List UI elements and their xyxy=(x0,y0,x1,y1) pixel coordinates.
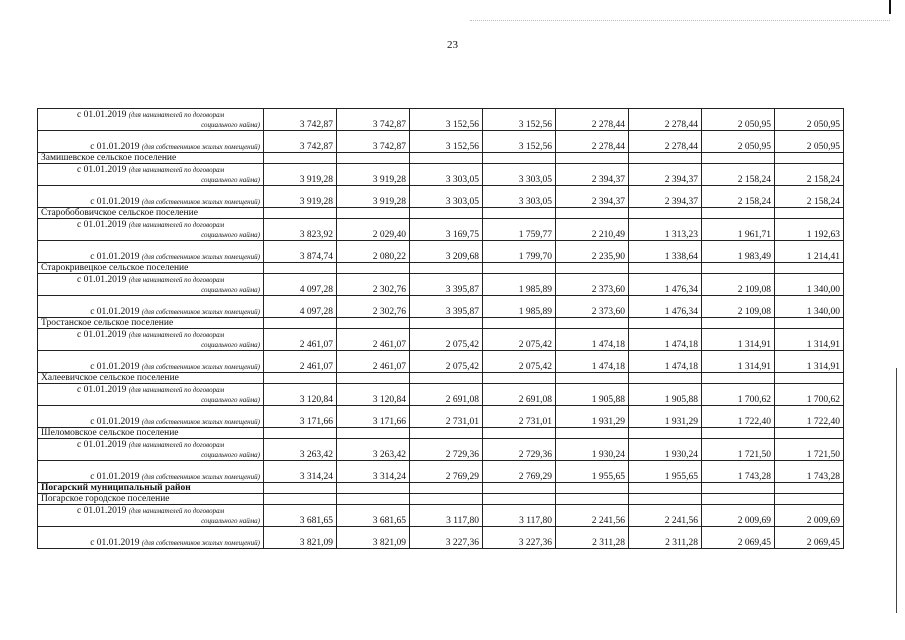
empty-cell xyxy=(337,494,410,505)
value-cell: 2 729,36 xyxy=(410,439,483,461)
empty-cell xyxy=(629,153,702,164)
table-row xyxy=(38,505,844,527)
value-cell: 2 158,24 xyxy=(702,186,775,208)
value-cell: 2 050,95 xyxy=(702,109,775,131)
empty-cell xyxy=(702,263,775,274)
row-label-prefix: с 01.01.2019 xyxy=(77,274,127,285)
empty-cell xyxy=(264,428,337,439)
scan-artifact-dots xyxy=(470,20,890,23)
empty-cell xyxy=(556,373,629,384)
value-cell: 1 214,41 xyxy=(775,241,844,263)
empty-cell xyxy=(629,318,702,329)
value-cell: 1 743,28 xyxy=(775,461,844,483)
settlement-heading: Шеломовское сельское поселение xyxy=(38,428,264,439)
table-row xyxy=(38,406,844,428)
empty-cell xyxy=(483,373,556,384)
value-cell: 2 731,01 xyxy=(483,406,556,428)
value-cell: 2 461,07 xyxy=(264,329,337,351)
value-cell: 2 311,28 xyxy=(629,527,702,549)
settlement-heading: Тростанское сельское поселение xyxy=(38,318,264,329)
empty-cell xyxy=(702,208,775,219)
value-cell: 2 069,45 xyxy=(702,527,775,549)
empty-cell xyxy=(775,153,844,164)
row-label-prefix: с 01.01.2019 xyxy=(90,472,140,482)
empty-cell xyxy=(264,373,337,384)
value-cell: 3 742,87 xyxy=(264,131,337,153)
value-cell: 2 050,95 xyxy=(702,131,775,153)
empty-cell xyxy=(775,373,844,384)
value-cell: 3 303,05 xyxy=(410,164,483,186)
empty-cell xyxy=(264,318,337,329)
empty-cell xyxy=(629,428,702,439)
value-cell: 1 700,62 xyxy=(702,384,775,406)
value-cell: 3 681,65 xyxy=(264,505,337,527)
settlement-heading: Погарское городское поселение xyxy=(38,494,264,505)
value-cell: 2 278,44 xyxy=(629,109,702,131)
empty-cell xyxy=(483,318,556,329)
value-cell: 3 152,56 xyxy=(483,131,556,153)
value-cell: 3 395,87 xyxy=(410,274,483,296)
value-cell: 3 681,65 xyxy=(337,505,410,527)
value-cell: 3 919,28 xyxy=(264,186,337,208)
value-cell: 2 050,95 xyxy=(775,131,844,153)
table-row xyxy=(38,329,844,351)
empty-cell xyxy=(702,318,775,329)
value-cell: 2 109,08 xyxy=(702,274,775,296)
value-cell: 1 314,91 xyxy=(702,329,775,351)
value-cell: 2 729,36 xyxy=(483,439,556,461)
settlement-heading: Старокривецкое сельское поселение xyxy=(38,263,264,274)
table-row xyxy=(38,241,844,263)
value-cell: 4 097,28 xyxy=(264,274,337,296)
empty-cell xyxy=(337,373,410,384)
row-label-tenant xyxy=(38,219,264,241)
row-label-owner xyxy=(38,296,264,318)
empty-cell xyxy=(775,494,844,505)
row-label-prefix: с 01.01.2019 xyxy=(90,307,140,317)
value-cell: 2 373,60 xyxy=(556,296,629,318)
value-cell: 1 799,70 xyxy=(483,241,556,263)
value-cell: 1 905,88 xyxy=(556,384,629,406)
value-cell: 3 303,05 xyxy=(483,164,556,186)
table-row xyxy=(38,439,844,461)
value-cell: 2 278,44 xyxy=(556,109,629,131)
row-label-prefix: с 01.01.2019 xyxy=(90,197,140,207)
value-cell: 2 769,29 xyxy=(410,461,483,483)
row-label-note: (для собственников жилых помещений) xyxy=(141,539,260,547)
value-cell: 2 241,56 xyxy=(629,505,702,527)
row-label-owner xyxy=(38,406,264,428)
value-cell: 2 461,07 xyxy=(264,351,337,373)
value-cell: 3 117,80 xyxy=(410,505,483,527)
table-row xyxy=(38,296,844,318)
value-cell: 3 821,09 xyxy=(337,527,410,549)
row-label-prefix: с 01.01.2019 xyxy=(77,384,127,395)
value-cell: 2 075,42 xyxy=(483,329,556,351)
value-cell: 1 338,64 xyxy=(629,241,702,263)
value-cell: 3 120,84 xyxy=(337,384,410,406)
table-body xyxy=(38,109,844,549)
row-label-note: (для нанимателей по договорам xyxy=(128,165,225,174)
empty-cell xyxy=(410,494,483,505)
value-cell: 3 314,24 xyxy=(264,461,337,483)
value-cell: 1 743,28 xyxy=(702,461,775,483)
page-number: 23 xyxy=(447,39,458,51)
value-cell: 1 474,18 xyxy=(629,351,702,373)
row-label-tenant xyxy=(38,164,264,186)
row-label-owner xyxy=(38,241,264,263)
value-cell: 3 209,68 xyxy=(410,241,483,263)
value-cell: 1 314,91 xyxy=(775,351,844,373)
value-cell: 3 152,56 xyxy=(410,131,483,153)
value-cell: 2 029,40 xyxy=(337,219,410,241)
row-label-note: социального найма) xyxy=(201,340,260,349)
row-label-note: (для собственников жилых помещений) xyxy=(141,253,260,261)
value-cell: 1 721,50 xyxy=(702,439,775,461)
table-row xyxy=(38,527,844,549)
value-cell: 1 985,89 xyxy=(483,296,556,318)
value-cell: 2 769,29 xyxy=(483,461,556,483)
value-cell: 2 050,95 xyxy=(775,109,844,131)
table-row xyxy=(38,263,844,274)
row-label-tenant xyxy=(38,439,264,461)
empty-cell xyxy=(483,494,556,505)
row-label-note: (для нанимателей по договорам xyxy=(128,440,225,449)
row-label-note: социального найма) xyxy=(201,395,260,404)
value-cell: 2 075,42 xyxy=(410,351,483,373)
empty-cell xyxy=(483,263,556,274)
value-cell: 3 821,09 xyxy=(264,527,337,549)
table-row xyxy=(38,384,844,406)
page-edge-mark xyxy=(889,0,891,14)
empty-cell xyxy=(775,263,844,274)
row-label-owner xyxy=(38,351,264,373)
value-cell: 1 476,34 xyxy=(629,274,702,296)
row-label-note: социального найма) xyxy=(201,516,260,525)
value-cell: 2 075,42 xyxy=(410,329,483,351)
table-row xyxy=(38,186,844,208)
row-label-note: социального найма) xyxy=(201,285,260,294)
empty-cell xyxy=(410,318,483,329)
value-cell: 2 158,24 xyxy=(702,164,775,186)
value-cell: 1 474,18 xyxy=(556,329,629,351)
row-label-owner xyxy=(38,527,264,549)
value-cell: 1 983,49 xyxy=(702,241,775,263)
value-cell: 3 263,42 xyxy=(264,439,337,461)
value-cell: 1 930,24 xyxy=(556,439,629,461)
value-cell: 3 919,28 xyxy=(337,186,410,208)
empty-cell xyxy=(556,428,629,439)
row-label-note: социального найма) xyxy=(201,230,260,239)
value-cell: 1 474,18 xyxy=(629,329,702,351)
empty-cell xyxy=(702,494,775,505)
value-cell: 2 691,08 xyxy=(410,384,483,406)
empty-cell xyxy=(775,208,844,219)
value-cell: 2 075,42 xyxy=(483,351,556,373)
value-cell: 1 313,23 xyxy=(629,219,702,241)
value-cell: 3 152,56 xyxy=(410,109,483,131)
table-row xyxy=(38,494,844,505)
page-edge-line xyxy=(896,368,897,613)
empty-cell xyxy=(410,153,483,164)
row-label-note: (для собственников жилых помещений) xyxy=(141,363,260,371)
table-row xyxy=(38,219,844,241)
row-label-tenant xyxy=(38,384,264,406)
value-cell: 3 742,87 xyxy=(337,131,410,153)
value-cell: 3 169,75 xyxy=(410,219,483,241)
value-cell: 3 227,36 xyxy=(410,527,483,549)
district-heading: Погарский муниципальный район xyxy=(38,483,264,494)
value-cell: 2 731,01 xyxy=(410,406,483,428)
row-label-prefix: с 01.01.2019 xyxy=(90,362,140,372)
row-label-note: (для нанимателей по договорам xyxy=(128,330,225,339)
empty-cell xyxy=(556,483,629,494)
empty-cell xyxy=(410,428,483,439)
value-cell: 1 955,65 xyxy=(556,461,629,483)
value-cell: 2 080,22 xyxy=(337,241,410,263)
value-cell: 3 303,05 xyxy=(410,186,483,208)
value-cell: 3 742,87 xyxy=(264,109,337,131)
row-label-prefix: с 01.01.2019 xyxy=(90,142,140,152)
empty-cell xyxy=(410,263,483,274)
value-cell: 2 241,56 xyxy=(556,505,629,527)
value-cell: 3 303,05 xyxy=(483,186,556,208)
value-cell: 3 395,87 xyxy=(410,296,483,318)
value-cell: 3 314,24 xyxy=(337,461,410,483)
empty-cell xyxy=(702,153,775,164)
empty-cell xyxy=(337,318,410,329)
empty-cell xyxy=(629,494,702,505)
empty-cell xyxy=(483,428,556,439)
empty-cell xyxy=(556,153,629,164)
table-row xyxy=(38,153,844,164)
row-label-prefix: с 01.01.2019 xyxy=(77,329,127,340)
table-row xyxy=(38,373,844,384)
value-cell: 1 340,00 xyxy=(775,296,844,318)
value-cell: 4 097,28 xyxy=(264,296,337,318)
row-label-note: (для собственников жилых помещений) xyxy=(141,308,260,316)
empty-cell xyxy=(337,428,410,439)
settlement-heading: Старобобовичское сельское поселение xyxy=(38,208,264,219)
row-label-note: (для нанимателей по договорам xyxy=(128,110,225,119)
value-cell: 2 069,45 xyxy=(775,527,844,549)
value-cell: 3 120,84 xyxy=(264,384,337,406)
empty-cell xyxy=(337,483,410,494)
value-cell: 3 263,42 xyxy=(337,439,410,461)
value-cell: 1 930,24 xyxy=(629,439,702,461)
row-label-prefix: с 01.01.2019 xyxy=(90,252,140,262)
empty-cell xyxy=(264,153,337,164)
empty-cell xyxy=(337,153,410,164)
tariff-table xyxy=(37,108,844,549)
empty-cell xyxy=(629,373,702,384)
row-label-tenant xyxy=(38,505,264,527)
empty-cell xyxy=(556,263,629,274)
empty-cell xyxy=(483,208,556,219)
empty-cell xyxy=(410,208,483,219)
value-cell: 2 158,24 xyxy=(775,186,844,208)
row-label-prefix: с 01.01.2019 xyxy=(77,219,127,230)
value-cell: 2 461,07 xyxy=(337,329,410,351)
table-row xyxy=(38,483,844,494)
value-cell: 2 278,44 xyxy=(629,131,702,153)
row-label-note: социального найма) xyxy=(201,120,260,129)
value-cell: 1 314,91 xyxy=(775,329,844,351)
value-cell: 2 394,37 xyxy=(629,186,702,208)
table-row xyxy=(38,428,844,439)
value-cell: 2 373,60 xyxy=(556,274,629,296)
value-cell: 3 874,74 xyxy=(264,241,337,263)
value-cell: 1 314,91 xyxy=(702,351,775,373)
empty-cell xyxy=(556,318,629,329)
value-cell: 1 955,65 xyxy=(629,461,702,483)
value-cell: 1 476,34 xyxy=(629,296,702,318)
row-label-prefix: с 01.01.2019 xyxy=(77,505,127,516)
table-row xyxy=(38,274,844,296)
empty-cell xyxy=(702,428,775,439)
value-cell: 2 394,37 xyxy=(556,164,629,186)
value-cell: 3 919,28 xyxy=(337,164,410,186)
value-cell: 1 905,88 xyxy=(629,384,702,406)
row-label-prefix: с 01.01.2019 xyxy=(77,164,127,175)
value-cell: 2 278,44 xyxy=(556,131,629,153)
empty-cell xyxy=(702,373,775,384)
empty-cell xyxy=(775,483,844,494)
value-cell: 3 171,66 xyxy=(337,406,410,428)
value-cell: 2 461,07 xyxy=(337,351,410,373)
row-label-note: (для собственников жилых помещений) xyxy=(141,198,260,206)
value-cell: 1 759,77 xyxy=(483,219,556,241)
empty-cell xyxy=(556,494,629,505)
settlement-heading: Замишевское сельское поселение xyxy=(38,153,264,164)
row-label-owner xyxy=(38,131,264,153)
value-cell: 2 210,49 xyxy=(556,219,629,241)
empty-cell xyxy=(410,483,483,494)
value-cell: 1 931,29 xyxy=(629,406,702,428)
value-cell: 3 152,56 xyxy=(483,109,556,131)
empty-cell xyxy=(410,373,483,384)
value-cell: 3 919,28 xyxy=(264,164,337,186)
row-label-tenant xyxy=(38,109,264,131)
empty-cell xyxy=(775,318,844,329)
row-label-note: социального найма) xyxy=(201,450,260,459)
empty-cell xyxy=(629,263,702,274)
row-label-owner xyxy=(38,186,264,208)
empty-cell xyxy=(629,208,702,219)
value-cell: 2 009,69 xyxy=(702,505,775,527)
empty-cell xyxy=(337,263,410,274)
value-cell: 1 192,63 xyxy=(775,219,844,241)
value-cell: 3 171,66 xyxy=(264,406,337,428)
value-cell: 1 722,40 xyxy=(775,406,844,428)
row-label-note: (для собственников жилых помещений) xyxy=(141,473,260,481)
empty-cell xyxy=(264,208,337,219)
row-label-note: (для нанимателей по договорам xyxy=(128,220,225,229)
value-cell: 3 823,92 xyxy=(264,219,337,241)
value-cell: 2 302,76 xyxy=(337,296,410,318)
row-label-note: (для нанимателей по договорам xyxy=(128,385,225,394)
empty-cell xyxy=(264,494,337,505)
row-label-prefix: с 01.01.2019 xyxy=(77,439,127,450)
value-cell: 1 931,29 xyxy=(556,406,629,428)
value-cell: 1 961,71 xyxy=(702,219,775,241)
empty-cell xyxy=(264,263,337,274)
empty-cell xyxy=(483,153,556,164)
value-cell: 1 700,62 xyxy=(775,384,844,406)
value-cell: 2 158,24 xyxy=(775,164,844,186)
table-row xyxy=(38,109,844,131)
row-label-prefix: с 01.01.2019 xyxy=(77,109,127,120)
empty-cell xyxy=(264,483,337,494)
table-row xyxy=(38,131,844,153)
row-label-note: социального найма) xyxy=(201,175,260,184)
row-label-prefix: с 01.01.2019 xyxy=(90,538,140,548)
value-cell: 1 340,00 xyxy=(775,274,844,296)
row-label-tenant xyxy=(38,274,264,296)
empty-cell xyxy=(556,208,629,219)
value-cell: 2 311,28 xyxy=(556,527,629,549)
value-cell: 2 691,08 xyxy=(483,384,556,406)
value-cell: 1 474,18 xyxy=(556,351,629,373)
table-row xyxy=(38,318,844,329)
table-row xyxy=(38,351,844,373)
row-label-prefix: с 01.01.2019 xyxy=(90,417,140,427)
table-row xyxy=(38,164,844,186)
value-cell: 2 009,69 xyxy=(775,505,844,527)
row-label-note: (для нанимателей по договорам xyxy=(128,506,225,515)
value-cell: 3 117,80 xyxy=(483,505,556,527)
value-cell: 2 302,76 xyxy=(337,274,410,296)
empty-cell xyxy=(629,483,702,494)
value-cell: 3 227,36 xyxy=(483,527,556,549)
empty-cell xyxy=(483,483,556,494)
empty-cell xyxy=(702,483,775,494)
row-label-tenant xyxy=(38,329,264,351)
value-cell: 2 235,90 xyxy=(556,241,629,263)
value-cell: 2 394,37 xyxy=(629,164,702,186)
value-cell: 2 394,37 xyxy=(556,186,629,208)
settlement-heading: Халеевичское сельское поселение xyxy=(38,373,264,384)
empty-cell xyxy=(775,428,844,439)
table-row xyxy=(38,208,844,219)
value-cell: 1 721,50 xyxy=(775,439,844,461)
value-cell: 1 985,89 xyxy=(483,274,556,296)
value-cell: 2 109,08 xyxy=(702,296,775,318)
table-row xyxy=(38,461,844,483)
row-label-owner xyxy=(38,461,264,483)
value-cell: 1 722,40 xyxy=(702,406,775,428)
value-cell: 3 742,87 xyxy=(337,109,410,131)
row-label-note: (для нанимателей по договорам xyxy=(128,275,225,284)
row-label-note: (для собственников жилых помещений) xyxy=(141,418,260,426)
empty-cell xyxy=(337,208,410,219)
row-label-note: (для собственников жилых помещений) xyxy=(141,143,260,151)
